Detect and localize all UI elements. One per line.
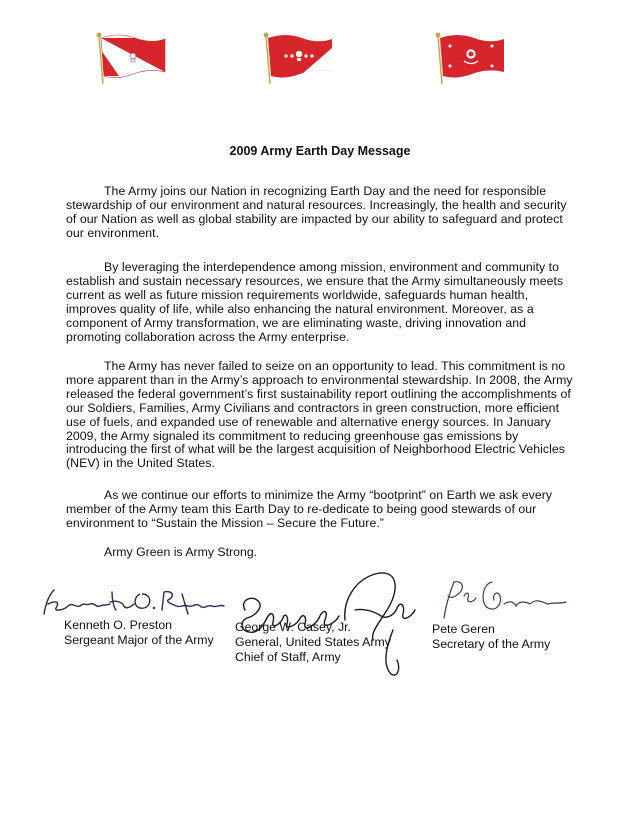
sma-flag-icon	[95, 30, 167, 86]
paragraph-3: The Army has never failed to seize on an opportunity to lead. This commitment is no more apparent than in the Army’s approach to environmental stewardship. In 2008, the Army released the federal government’s first sustainability report outlining the accomplishments of our Soldiers, Families, Army Civilians and contractors in green construction, more efficient use of fuels, and expanded use of renewable and alternative energy sources. In January 2009, the Army signaled its commitment to reducing greenhouse gas emissions by introducing the first of what will be the largest acquisition of Neighborhood Electric Vehicles (NEV) in the United States.	[66, 359, 573, 471]
signer-name: George W. Casey, Jr.	[235, 620, 351, 634]
signer-title: Secretary of the Army	[432, 637, 551, 651]
paragraph-2: By leveraging the interdependence among mission, environment and community to establish and sustain necessary resources, we ensure that the Army simultaneously meets current as well as future mission requirements worldwide, safeguards human health, improves quality of life, while also enhancing the natural environment. Moreover, as a component of Army transformation, we are eliminating waste, driving innovation and promoting collaboration across the Army enterprise.	[66, 260, 564, 344]
signer-title: General, United States Army	[235, 635, 391, 649]
paragraph-1: The Army joins our Nation in recognizing Earth Day and the need for responsible stewardship of our environment and natural resources. Increasingly, the health and security of our Nation as well as global stability are impacted by our ability to safeguard and protect our environment.	[66, 184, 567, 240]
closing-line: Army Green is Army Strong.	[104, 545, 258, 559]
geren-signature	[430, 574, 570, 624]
signer-geren	[432, 622, 550, 652]
signer-name: Kenneth O. Preston	[64, 618, 173, 632]
paragraph-4: As we continue our efforts to minimize the Army “bootprint” on Earth we ask every member of the Army team this Earth Day to re-dedicate to being good stewards of our environment to “Sustain the Mission – Secure the Future.”	[66, 488, 553, 530]
signer-preston	[64, 618, 214, 648]
message-title: 2009 Army Earth Day Message	[229, 144, 411, 158]
signer-title: Sergeant Major of the Army	[64, 633, 214, 647]
sec-army-flag-icon	[434, 30, 506, 86]
signer-name: Pete Geren	[432, 622, 495, 636]
csa-flag-icon	[262, 30, 334, 86]
signer-casey	[235, 620, 391, 665]
signer-title-2: Chief of Staff, Army	[235, 650, 341, 664]
